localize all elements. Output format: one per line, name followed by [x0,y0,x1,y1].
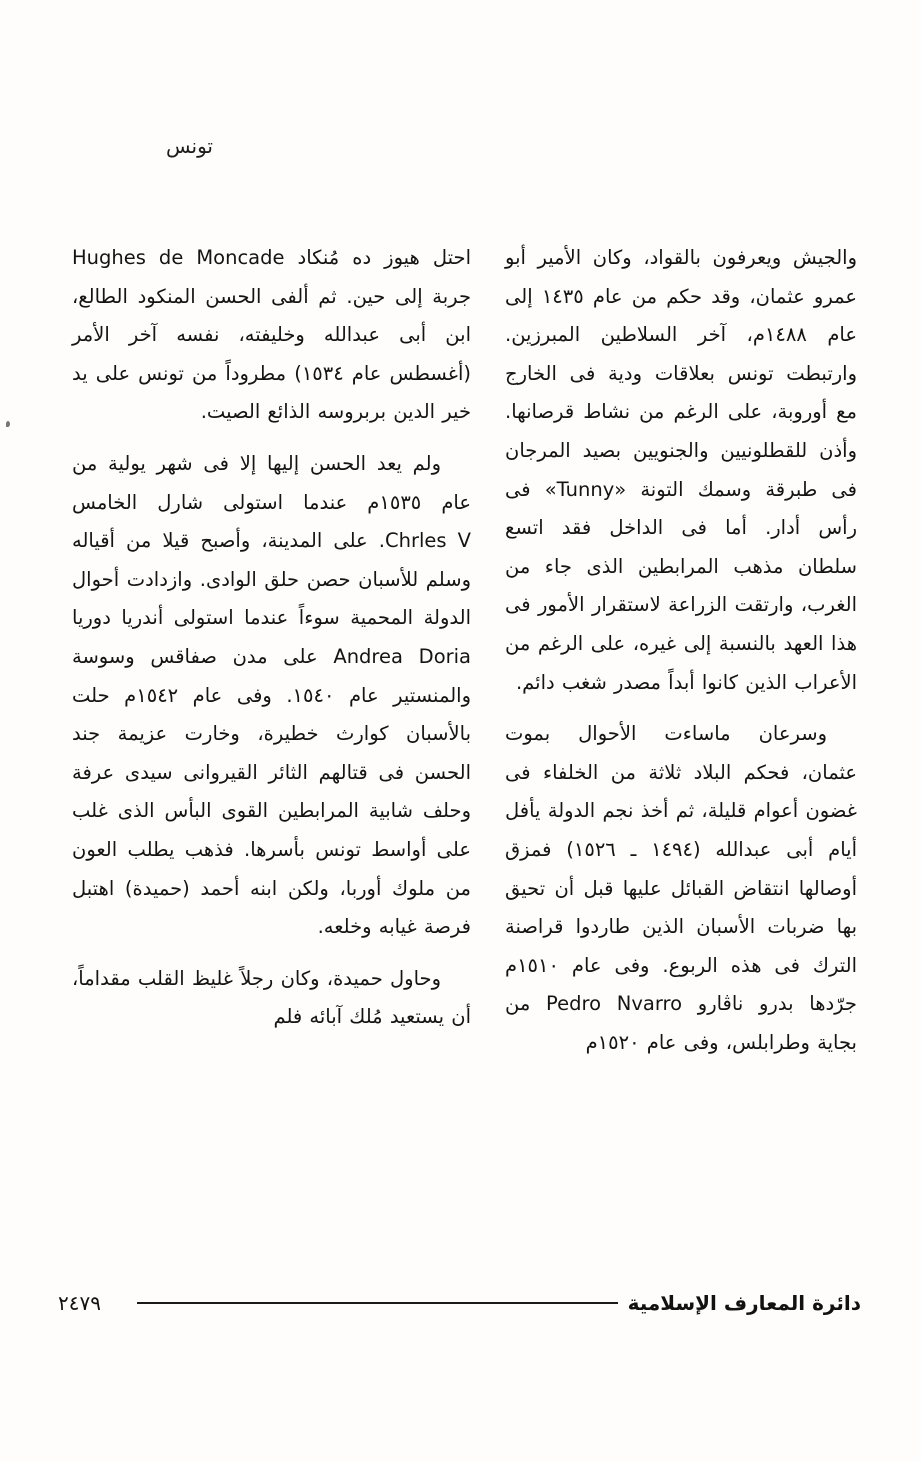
column-left [72,239,471,1075]
paragraph: وسرعان ماساءت الأحوال بموت عثمان، فحكم البلاد ثلاثة من الخلفاء فى غضون أعوام قليلة، ثم أخذ نجم الدولة يأفل أيام أبى عبدالله (١٤٩٤ ـ ١٥٢٦) فمزق أوصالها انتقاض القبائل عليها قبل أن تحيق بها ضربات الأسبان الذين طاردوا قراصنة الترك فى هذه الربوع. وفى عام ١٥١٠م جرّدها بدرو ناڤارو Pedro Nvarro من بجاية وطرابلس، وفى عام ١٥٢٠م [505,722,857,1054]
page-number: ٢٤٧٩ [58,1291,101,1315]
page-footer [58,1286,861,1320]
paragraph: ولم يعد الحسن إليها إلا فى شهر يولية من عام ١٥٣٥م عندما استولى شارل الخامس Chrles V. على المدينة، وأصبح قيلا من أقياله وسلم للأسبان حصن حلق الوادى. وازدادت أحوال الدولة المحمية سوءاً عندما استولى أندريا دوريا Andrea Doria على مدن صفاقس وسوسة والمنستير عام ١٥٤٠. وفى عام ١٥٤٢م حلت بالأسبان كوارث خطيرة، وخارت عزيمة جند الحسن فى قتالهم الثائر القيروانى سيدى عرفة وحلف شابية المرابطين القوى البأس الذى غلب على أواسط تونس بأسرها. فذهب يطلب العون من ملوك أوربا، ولكن ابنه أحمد (حميدة) اهتبل فرصة غيابه وخلعه. [72,451,472,939]
scan-artifact [6,421,10,427]
paragraph: احتل هيوز ده مُنكاد Hughes de Moncade جربة إلى حين. ثم ألفى الحسن المنكود الطالع، ابن أبى عبدالله وخليفته، نفسه آخر الأمر (أغسطس عام ١٥٣٤) مطروداً من تونس على يد خير الدين بربروسه الذائع الصيت. [72,246,471,424]
paragraph: والجيش ويعرفون بالقواد، وكان الأمير أبو عمرو عثمان، وقد حكم من عام ١٤٣٥ إلى عام ١٤٨٨م، آخر السلاطين المبرزين. وارتبطت تونس بعلاقات ودية فى الخارج مع أوروبة، على الرغم من نشاط قرصانها. وأذن للقطلونيين والجنويين بصيد المرجان فى طبرقة وسمك التونة «Tunny» فى رأس أدار. أما فى الداخل فقد اتسع سلطان مذهب المرابطين الذى جاء من الغرب، وارتقت الزراعة لاستقرار الأمور فى هذا العهد بالنسبة إلى غيره، على الرغم من الأعراب الذين كانوا أبداً مصدر شغب دائم. [505,246,858,694]
column-right [505,239,857,1075]
page-body [72,239,857,1075]
footer-rule [137,1302,618,1304]
running-header: تونس [166,134,213,158]
paragraph: وحاول حميدة، وكان رجلاً غليظ القلب مقداماً، أن يستعيد مُلك آبائه فلم [72,966,471,1029]
book-title: دائرة المعارف الإسلامية [627,1291,861,1315]
